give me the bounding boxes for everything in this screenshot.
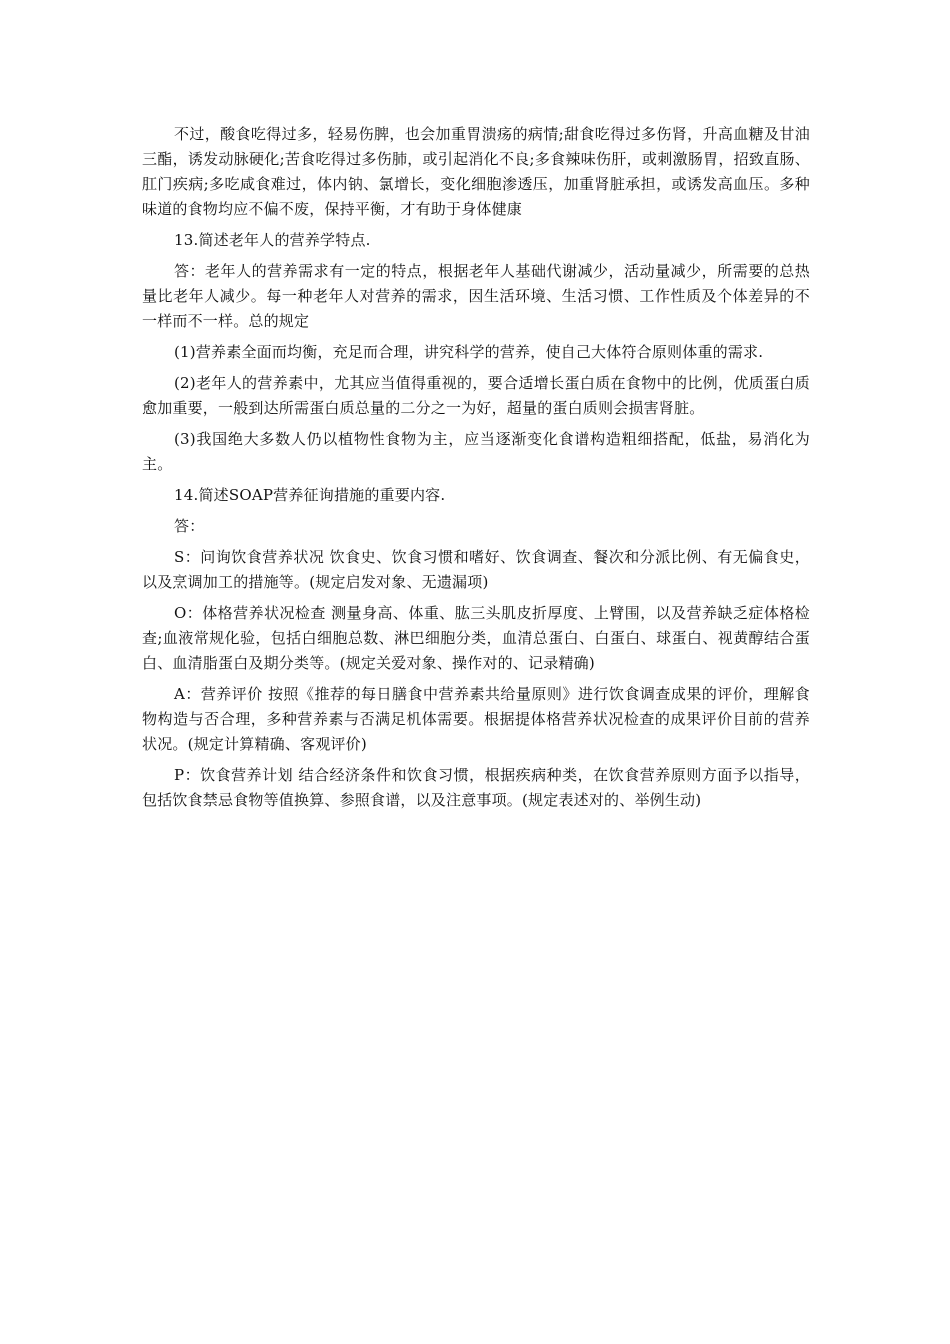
answer-13-point-2: (2)老年人的营养素中，尤其应当值得重视的，要合适增长蛋白质在食物中的比例，优质蛋白质愈加重要，一般到达所需蛋白质总量的二分之一为好，超量的蛋白质则会损害肾脏。	[142, 374, 810, 417]
paragraph-taste-balance: 不过，酸食吃得过多，轻易伤脾，也会加重胃溃疡的病情;甜食吃得过多伤肾，升高血糖及甘油三酯，诱发动脉硬化;苦食吃得过多伤肺，或引起消化不良;多食辣味伤肝，或刺激肠胃，招致直肠、肛门疾病;多吃咸食难过，体内钠、氯增长，变化细胞渗透压，加重肾脏承担，或诱发高血压。多种味道的食物均应不偏不废，保持平衡，才有助于身体健康	[142, 125, 810, 218]
answer-14-a: A：营养评价 按照《推荐的每日膳食中营养素共给量原则》进行饮食调查成果的评价，理解食物构造与否合理，多种营养素与否满足机体需要。根据提体格营养状况检查的成果评价目前的营养状况。(规定计算精确、客观评价)	[142, 685, 810, 753]
answer-13-intro: 答：老年人的营养需求有一定的特点，根据老年人基础代谢减少，活动量减少，所需要的总热量比老年人减少。每一种老年人对营养的需求，因生活环境、生活习惯、工作性质及个体差异的不一样而不一样。总的规定	[142, 262, 810, 330]
answer-14-p: P：饮食营养计划 结合经济条件和饮食习惯，根据疾病种类，在饮食营养原则方面予以指导，包括饮食禁忌食物等值换算、参照食谱，以及注意事项。(规定表述对的、举例生动)	[142, 766, 810, 809]
document-page	[142, 122, 810, 819]
answer-14-s: S：问询饮食营养状况 饮食史、饮食习惯和嗜好、饮食调查、餐次和分派比例、有无偏食史，以及烹调加工的措施等。(规定启发对象、无遗漏项)	[142, 548, 810, 591]
answer-14-o: O：体格营养状况检查 测量身高、体重、肱三头肌皮折厚度、上臂围，以及营养缺乏症体格检查;血液常规化验，包括白细胞总数、淋巴细胞分类，血清总蛋白、白蛋白、球蛋白、视黄醇结合蛋白、血清脂蛋白及期分类等。(规定关爱对象、操作对的、记录精确)	[142, 604, 810, 672]
question-14: 14.简述SOAP营养征询措施的重要内容.	[174, 486, 446, 504]
answer-14-label: 答：	[174, 517, 205, 535]
question-13: 13.简述老年人的营养学特点.	[174, 231, 371, 249]
answer-13-point-3: (3)我国绝大多数人仍以植物性食物为主，应当逐渐变化食谱构造粗细搭配，低盐，易消化为主。	[142, 430, 810, 473]
answer-13-point-1: (1)营养素全面而均衡，充足而合理，讲究科学的营养，使自己大体符合原则体重的需求.	[174, 343, 764, 361]
